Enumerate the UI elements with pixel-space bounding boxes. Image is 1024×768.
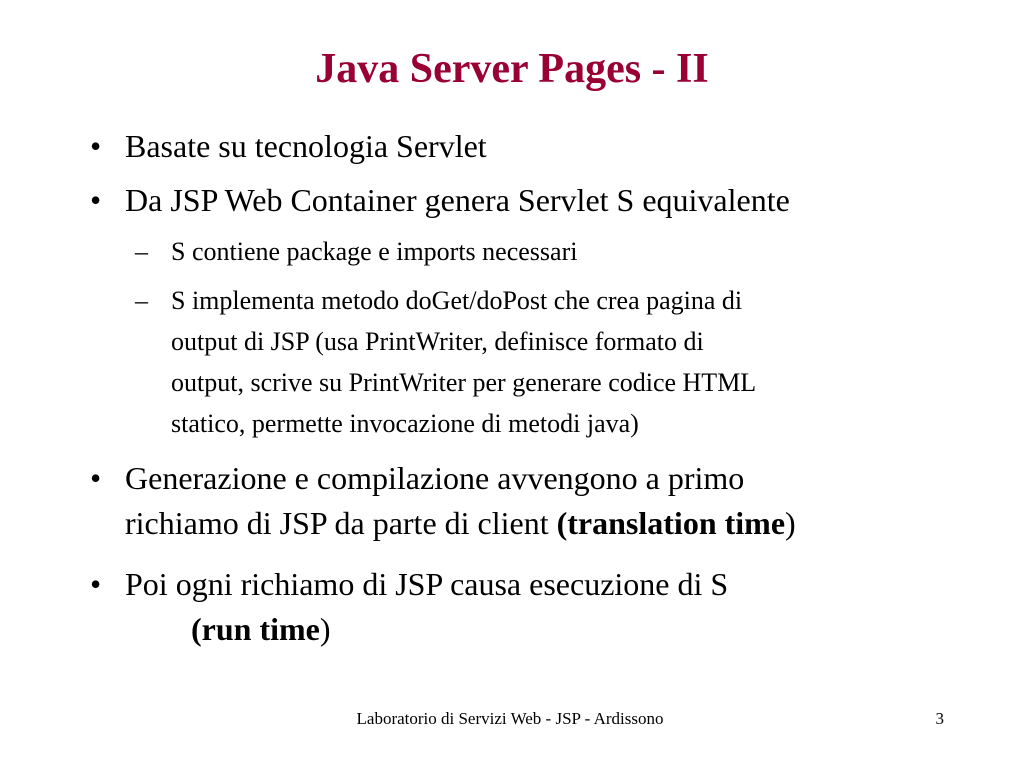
bullet-text [125, 456, 796, 546]
text-line: S implementa metodo doGet/doPost che crea pagina di [171, 286, 743, 315]
sub-bullet-text [171, 280, 756, 444]
text-line: output di JSP (usa PrintWriter, definisce formato di [171, 327, 704, 356]
page-number: 3 [935, 709, 944, 728]
bullet-text [125, 562, 728, 652]
bold-term: (translation time [556, 505, 786, 541]
footer-text: Laboratorio di Servizi Web - JSP - Ardissono [356, 709, 664, 728]
sub-bullet-marker: – [135, 286, 148, 315]
text-line: Poi ogni richiamo di JSP causa esecuzione di S [125, 566, 729, 602]
slide-title: Java Server Pages - II [315, 46, 709, 92]
text-line: S contiene package e imports necessari [171, 237, 578, 266]
text-line [125, 607, 728, 652]
text-line: Generazione e compilazione avvengono a primo [125, 460, 745, 496]
text-line [125, 501, 796, 546]
bullet-text: Da JSP Web Container genera Servlet S equivalente [125, 182, 790, 218]
text-line: output, scrive su PrintWriter per generare codice HTML [171, 368, 757, 397]
sub-bullet-marker: – [135, 237, 148, 266]
bullet-marker: • [90, 566, 102, 602]
bullet-marker: • [90, 128, 102, 164]
bullet-marker: • [90, 182, 102, 218]
bold-term: (run time [191, 611, 320, 647]
bullet-text: Basate su tecnologia Servlet [125, 128, 487, 164]
text-run: ) [319, 611, 331, 647]
text-run: ) [785, 505, 796, 541]
text-line: statico, permette invocazione di metodi java) [171, 409, 639, 438]
bullet-marker: • [90, 460, 102, 496]
sub-bullet-text [171, 231, 577, 272]
text-run: richiamo di JSP da parte di client [125, 505, 557, 541]
